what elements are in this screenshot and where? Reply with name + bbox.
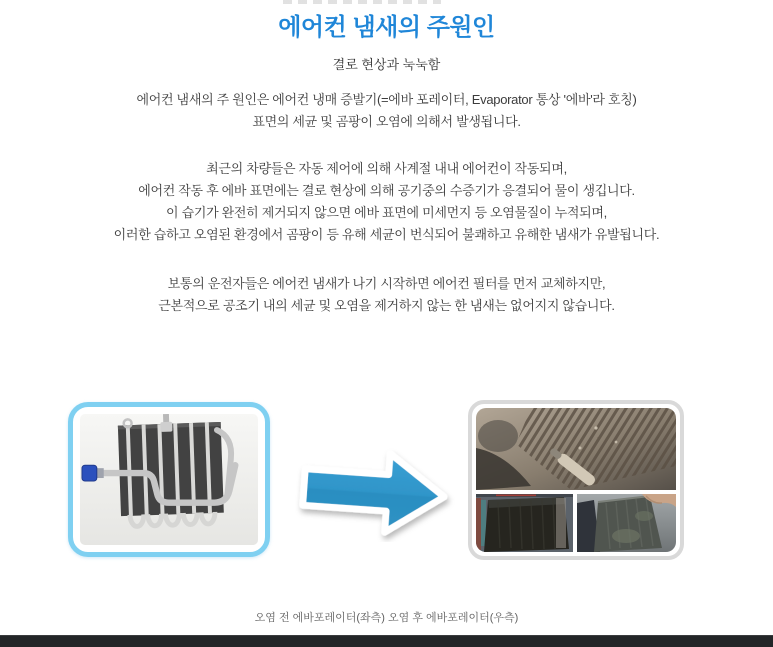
text-line: 표면의 세균 및 곰팡이 오염에 의해서 발생됩니다. [252, 114, 521, 129]
dirty-evaporator-collage-image [468, 400, 684, 560]
text-line: 최근의 차량들은 자동 제어에 의해 사계절 내내 에어컨이 작동되며, [206, 161, 567, 176]
figure-row [0, 400, 773, 562]
text-line: 근본적으로 공조기 내의 세균 및 오염을 제거하지 않는 한 냄새는 없어지지 않습니다. [158, 298, 615, 313]
clean-evaporator-image [68, 402, 270, 557]
text-line: 에어컨 냄새의 주 원인은 에어컨 냉매 증발기(=에바 포레이터, Evaporator 통상 '에바'라 호칭) [136, 92, 637, 107]
text-line: 에어컨 작동 후 에바 표면에는 결로 현상에 의해 공기중의 수증기가 응결되어 물이 생깁니다. [138, 183, 635, 198]
arrow-right-svg [294, 442, 456, 542]
page-subtitle: 결로 현상과 눅눅함 [332, 57, 441, 72]
dirty-evaporator-illustration [476, 408, 676, 552]
cropped-text-artifact [283, 0, 441, 4]
footer-bar [0, 635, 773, 647]
text-line: 보통의 운전자들은 에어컨 냄새가 나기 시작하면 에어컨 필터를 먼저 교체하지만, [167, 276, 606, 291]
text-line: 이러한 습하고 오염된 환경에서 곰팡이 등 유해 세균이 번식되어 불쾌하고 유해한 냄새가 유발됩니다. [113, 227, 660, 242]
page-title: 에어컨 냄새의 주원인 [278, 14, 495, 41]
clean-evaporator-illustration [80, 414, 258, 545]
arrow-right-icon [294, 442, 456, 542]
paragraph-1 [0, 89, 773, 133]
paragraph-2 [0, 158, 773, 246]
figure-caption: 오염 전 에바포레이터(좌측) 오염 후 에바포레이터(우측) [254, 612, 519, 624]
paragraph-3 [0, 273, 773, 317]
text-line: 이 습기가 완전히 제거되지 않으면 에바 표면에 미세먼지 등 오염물질이 누적되며, [166, 205, 607, 220]
